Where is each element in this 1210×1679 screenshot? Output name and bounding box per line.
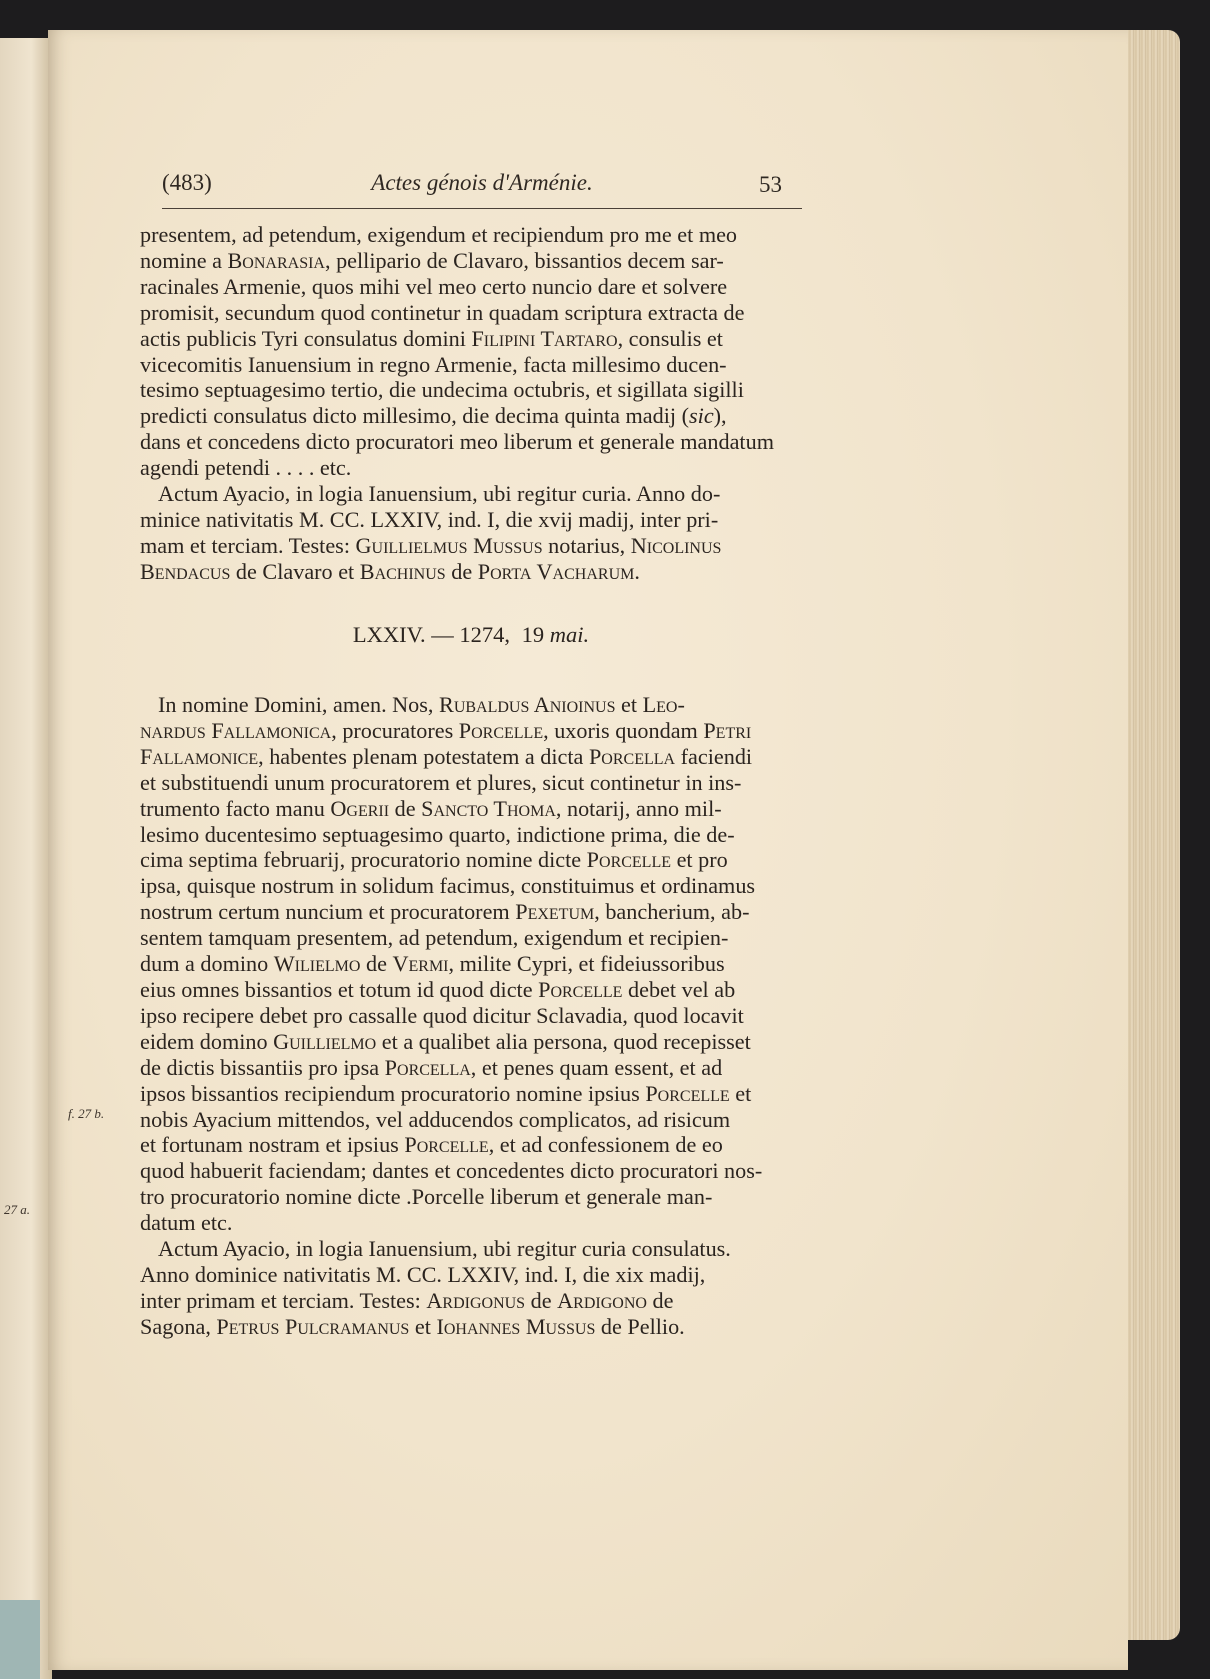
text-line: Actum Ayacio, in logia Ianuensium, ubi regitur curia. Anno do- <box>158 481 721 507</box>
text-line: Bendacus de Clavaro et Bachinus de Porta Vacharum. <box>140 558 640 584</box>
text-line: ipso recipere debet pro cassalle quod dicitur Sclavadia, quod locavit <box>140 1002 744 1028</box>
paragraph-continuation <box>140 222 802 585</box>
margin-folio-note-a: 27 a. <box>4 1202 30 1217</box>
text-line: minice nativitatis M. CC. LXXIV, ind. I, die xvij madij, inter pri- <box>140 506 719 532</box>
text-line: et substituendi unum procuratorem et plures, sicut continetur in ins- <box>140 769 742 795</box>
text-line: Fallamonice, habentes plenam potestatem a dicta Porcella faciendi <box>140 743 753 769</box>
text-line: cima septima februarij, procuratorio nomine dicte Porcelle et pro <box>140 847 728 873</box>
text-line: datum etc. <box>140 1210 233 1236</box>
text-line: racinales Armenie, quos mihi vel meo certo nuncio dare et solvere <box>140 273 728 299</box>
text-line: Sagona, Petrus Pulcramanus et Iohannes Mussus de Pellio. <box>140 1313 685 1339</box>
running-header <box>162 168 802 209</box>
text-line: eius omnes bissantios et totum id quod dicte Porcelle debet vel ab <box>140 976 736 1002</box>
text-line: mam et terciam. Testes: Guillielmus Mussus notarius, Nicolinus <box>140 532 722 558</box>
text-line: nobis Ayacium mittendos, vel adducendos complicatos, ad risicum <box>140 1106 731 1132</box>
text-line: dum a domino Wilielmo de Vermi, milite Cypri, et fideiussoribus <box>140 951 725 977</box>
text-line: ipsa, quisque nostrum in solidum facimus, constituimus et ordinamus <box>140 873 756 899</box>
text-line: nostrum certum nuncium et procuratorem Pexetum, bancherium, ab- <box>140 899 750 925</box>
left-page-edge <box>0 38 52 1679</box>
text-line: lesimo ducentesimo septuagesimo quarto, indictione prima, die de- <box>140 821 735 847</box>
text-line: tesimo septuagesimo tertio, die undecima octubris, et sigillata sigilli <box>140 377 744 403</box>
text-line: presentem, ad petendum, exigendum et recipiendum pro me et meo <box>140 222 738 247</box>
text-line: ipsos bissantios recipiendum procuratorio nomine ipsius Porcelle et <box>140 1080 752 1106</box>
text-line: eidem domino Guillielmo et a qualibet alia persona, quod recepisset <box>140 1028 751 1054</box>
margin-folio-note-b: f. 27 b. <box>68 1106 105 1121</box>
text-line: et fortunam nostram et ipsius Porcelle, et ad confessionem de eo <box>140 1132 723 1158</box>
text-line: inter primam et terciam. Testes: Ardigonus de Ardigono de <box>140 1287 674 1313</box>
text-line: promisit, secundum quod continetur in quadam scriptura extracta de <box>140 299 745 325</box>
text-line: nomine a Bonarasia, pellipario de Clavaro, bissantios decem sar- <box>140 247 724 273</box>
text-line: tro procuratorio nomine dicte .Porcelle liberum et generale man- <box>140 1184 713 1210</box>
page-number: 53 <box>759 172 782 197</box>
text-line: sentem tamquam presentem, ad petendum, exigendum et recipien- <box>140 925 729 951</box>
act-text <box>140 692 802 1340</box>
text-line: trumento facto manu Ogerii de Sancto Thoma, notarij, anno mil- <box>140 795 722 821</box>
section-day: 19 <box>521 622 545 647</box>
header-title: Actes génois d'Arménie. <box>371 170 593 195</box>
text-line: actis publicis Tyri consulatus domini Filipini Tartaro, consulis et <box>140 325 723 351</box>
section-number: LXXIV. — 1274, <box>352 622 510 647</box>
text-line: agendi petendi . . . . etc. <box>140 455 352 481</box>
header-left-number: (483) <box>162 170 212 195</box>
text-line: quod habuerit faciendam; dantes et concedentes dicto procuratori nos- <box>140 1158 763 1184</box>
text-line: vicecomitis Ianuensium in regno Armenie, facta millesimo ducen- <box>140 351 727 377</box>
text-line: In nomine Domini, amen. Nos, Rubaldus Anioinus et Leo- <box>158 692 685 717</box>
text-line: de dictis bissantiis pro ipsa Porcella, et penes quam essent, et ad <box>140 1054 723 1080</box>
text-line: Actum Ayacio, in logia Ianuensium, ubi regitur curia consulatus. <box>158 1236 731 1262</box>
text-line: nardus Fallamonica, procuratores Porcelle, uxoris quondam Petri <box>140 717 752 743</box>
section-month: mai. <box>549 622 590 647</box>
binding-cloth <box>0 1600 40 1679</box>
text-line: predicti consulatus dicto millesimo, die decima quinta madij (sic), <box>140 403 727 429</box>
section-heading <box>140 622 802 648</box>
text-line: dans et concedens dicto procuratori meo liberum et generale mandatum <box>140 429 774 455</box>
text-line: Anno dominice nativitatis M. CC. LXXIV, ind. I, die xix madij, <box>140 1261 706 1287</box>
